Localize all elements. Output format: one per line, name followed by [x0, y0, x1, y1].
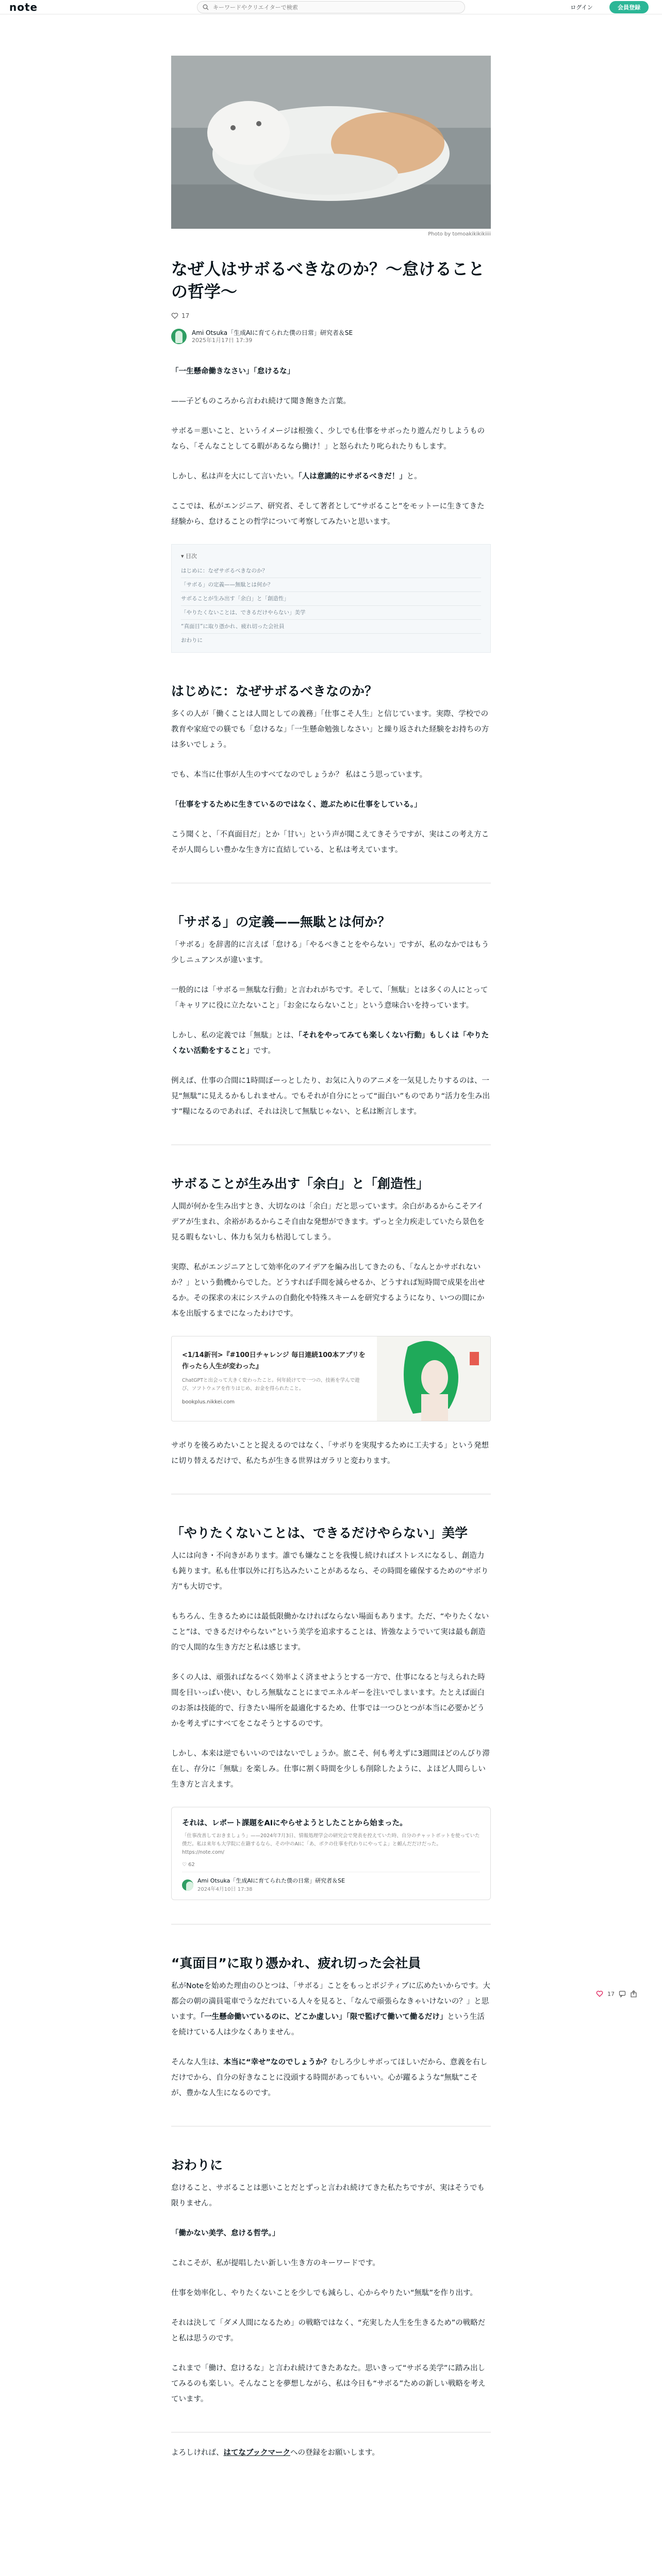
section-divider: [171, 1924, 491, 1925]
section-divider: [171, 883, 491, 884]
paragraph: サボりを後ろめたいことと捉えるのではなく、「サボりを実現するために工夫する」という発想に切り替えるだけで、私たちが生きる世界はガラリと変わります。: [171, 1442, 489, 1465]
top-header: [0, 0, 662, 14]
paragraph: 私がNoteを始めた理由のひとつは、「サボる」ことをもっとポジティブに広めたいからです。大都会の朝の満員電車でうなだれている人々を見ると、「なんで頑張らなきゃいけないの？」と思います。「一生懸命働いているのに、どこか虚しい」「限で監げて働いて働るだけ」という生活を続けている人は少なくありません。: [171, 1982, 490, 2037]
paragraph: 一般的には「サボる＝無駄な行動」と言われがちです。そして、「無駄」とは多くの人にとって「キャリアに役に立たないこと」「お金にならないこと」という意味合いを持っています。: [171, 986, 488, 1010]
section-heading: “真面目”に取り憑かれ、疲れ切った会社員: [171, 1956, 421, 1971]
embedded-author-avatar: [182, 1879, 193, 1891]
paragraph: 「働かない美学、怠ける哲学。」: [171, 2229, 280, 2238]
book-cover-image: [377, 1336, 490, 1421]
table-of-contents: [171, 544, 491, 653]
note-logo[interactable]: note: [9, 1, 38, 13]
paragraph: 「仕事をするために生きているのではなく、遊ぶために仕事をしている。」: [171, 801, 422, 809]
embedded-excerpt: 「仕事改善しておきましょう」——2024年7月3日、情報処理学会の研究会で発表を控えていた時、自分のチャットボットを使っていた僕だ。私は来年も大学院に在籍するなら、その中のAIに「あ、ボクの仕事を代わりにやってよ」と頼んだだけだった。https://note.com/: [182, 1833, 480, 1855]
toc-item[interactable]: 「サボる」の定義——無駄とは何か？: [181, 578, 481, 592]
section-divider: [171, 2126, 491, 2127]
paragraph: そんな人生は、本当に“幸せ”なのでしょうか？むしろ少しサボってほしいだから、意義を右しだけでから、自分の好きなことに没頭する時間があってもいい。心が躍るような“無駄”こそが、豊かな人生になるのです。: [171, 2058, 488, 2097]
paragraph: 多くの人は、頑張ればなるべく効率よく済ませようとする一方で、仕事になると与えられた時間を目いっぱい使い、むしろ無駄なことにまでエネルギーを注いでしまいます。たとえば面白のお茶は技能的で、行きたい場所を最適化するため、仕事では一つひとつが本当に必要かどうかを考えずにすべてをこなそうとするのです。: [171, 1673, 485, 1728]
paragraph: こう聞くと、「不真面目だ」とか「甘い」という声が聞こえてきそうですが、実はこの考え方こそが人間らしい豊かな生き方に直結している、と私は考えています。: [171, 831, 489, 854]
embedded-title[interactable]: それは、レポート課題をAIにやらせようとしたことから始まった。: [182, 1819, 407, 1827]
article-title: なぜ人はサボるべきなのか？〜怠けることの哲学〜: [171, 259, 485, 301]
article-column: [171, 258, 491, 2475]
heart-icon[interactable]: [596, 1990, 603, 1997]
card-title[interactable]: <1/14新刊>『#100日チャレンジ 毎日連続100本アプリを作ったら人生が変わった』: [182, 1351, 366, 1370]
heart-icon[interactable]: [171, 312, 178, 319]
toc-item[interactable]: 「やりたくないことは、できるだけやらない」美学: [181, 606, 481, 620]
like-row: [171, 310, 491, 321]
paragraph: それは決して「ダメ人間になるため」の戦略ではなく、“充実した人生を生きるため”の戦略だと私は思うのです。: [171, 2319, 486, 2343]
embedded-author[interactable]: Ami Otsuka「生成AIに育てられた僕の日常」研究者＆SE: [197, 1877, 345, 1884]
paragraph: しかし、私の定義では「無駄」とは、「それをやってみても楽しくない行動」もしくは「やりたくない活動をすること」です。: [171, 1031, 489, 1055]
author-avatar[interactable]: [171, 329, 187, 344]
signup-button[interactable]: 会員登録: [609, 1, 649, 13]
embedded-note-card[interactable]: [171, 1807, 491, 1900]
embedded-likes: ♡ 62: [182, 1862, 195, 1868]
paragraph: これまで「働け、怠けるな」と言われ続けてきたあなた。思いきって“サボる美学”に踏み出してみるのも楽しい。そんなことを夢想しながら、私は今日も“サボる”ための新しい戦略を考えています。: [171, 2364, 486, 2403]
toc-title[interactable]: ▾ 目次: [181, 553, 197, 560]
section-divider: [171, 1494, 491, 1495]
photo-credit: Photo by tomoakikikikiiii: [428, 231, 491, 237]
intro-quote: 「一生懸命働きなさい」「怠けるな」: [171, 367, 295, 376]
author-block[interactable]: [171, 329, 491, 344]
hatena-bookmark-link[interactable]: はてなブックマーク: [223, 2449, 290, 2457]
section-heading: おわりに: [171, 2158, 223, 2173]
paragraph: 「サボる」を辞書的に言えば「怠ける」「やるべきことをやらない」ですが、私のなかではもう少しニュアンスが違います。: [171, 941, 489, 964]
floating-like-count: 17: [607, 1990, 615, 1997]
section-divider: [171, 1144, 491, 1145]
hero-image: [171, 56, 491, 229]
paragraph: 仕事を効率化し、やりたくないことを少しでも減らし、心からやりたい“無駄”を作り出す。: [171, 2289, 477, 2297]
paragraph: よろしければ、はてなブックマークへの登録をお願いします。: [171, 2449, 379, 2457]
paragraph: 実際、私がエンジニアとして効率化のアイデアを編み出してきたのも、「なんとかサボれないか？」という動機からでした。どうすれば手間を減らせるか、どうすれば短時間で成果を出せるか。その探求の末にシステムの自動化や特殊スキームを研究するようになり、いつの間にか本を出版するまでになったわけです。: [171, 1263, 485, 1318]
intro-paragraph: サボる＝悪いこと、というイメージは根強く、少しでも仕事をサボったり遊んだりしようものなら、「そんなことしてる暇があるなら働け！」と怒られたり叱られたりもします。: [171, 427, 485, 451]
section-heading: 「サボる」の定義——無駄とは何か？: [171, 914, 391, 929]
paragraph: 怠けること、サボることは悪いことだとずっと言われ続けてきた私たちですが、実はそうでも限りません。: [171, 2184, 485, 2208]
toc-item[interactable]: おわりに: [181, 637, 203, 643]
card-url[interactable]: bookplus.nikkei.com: [182, 1399, 235, 1405]
paragraph: 多くの人が「働くことは人間としての義務」「仕事こそ人生」と信じています。実際、学校での教育や家庭での躾でも「怠けるな」「一生懸命勉強しなさい」と繰り返された経験をお持ちの方は多いでしょう。: [171, 710, 489, 749]
intro-paragraph: ——子どものころから言われ続けて聞き飽きた言葉。: [171, 397, 351, 405]
embedded-date: 2024年4月10日 17:38: [197, 1887, 253, 1892]
share-icon[interactable]: [630, 1990, 637, 1997]
toc-item[interactable]: サボることが生み出す「余白」と「創造性」: [181, 592, 481, 606]
search-box[interactable]: [197, 1, 465, 13]
section-heading: はじめに：なぜサボるべきなのか？: [171, 684, 378, 699]
comment-icon[interactable]: [619, 1990, 626, 1997]
like-count: 17: [181, 312, 190, 319]
section-heading: サボることが生み出す「余白」と「創造性」: [171, 1176, 429, 1191]
login-button[interactable]: ログイン: [564, 1, 599, 13]
author-name[interactable]: Ami Otsuka「生成AIに育てられた僕の日常」研究者＆SE: [192, 329, 353, 336]
publish-date: 2025年1月17日 17:39: [192, 337, 253, 344]
section-divider: [171, 2432, 491, 2433]
paragraph: もちろん、生きるためには最低限働かなければならない場面もあります。ただ、“やりたくないこと”は、できるだけやらない”という美学を追求することは、皆強なようでいて実は最も創造的で人間的な生き方だと私は感じます。: [171, 1613, 489, 1652]
intro-paragraph: ここでは、私がエンジニア、研究者、そして著者として“サボること”をモットーに生きてきた経験から、怠けることの哲学について考察してみたいと思います。: [171, 502, 485, 526]
toc-item[interactable]: “真面目”に取り憑かれ、疲れ切った会社員: [181, 620, 481, 634]
paragraph: これこそが、私が提唱したい新しい生き方のキーワードです。: [171, 2259, 380, 2267]
paragraph: でも、本当に仕事が人生のすべてなのでしょうか？ 私はこう思っています。: [171, 771, 427, 779]
section-heading: 「やりたくないことは、できるだけやらない」美学: [171, 1526, 468, 1540]
paragraph: 人間が何かを生み出すとき、大切なのは「余白」だと思っています。余白があるからこそアイデアが生まれ、余裕があるからこそ自由な発想ができます。ずっと全力疾走していたら景色を見る暇もないし、体力も気力も枯渇してしまう。: [171, 1202, 485, 1242]
intro-paragraph: しかし、私は声を大にして言いたい。「人は意識的にサボるべきだ！」と。: [171, 472, 422, 481]
toc-item[interactable]: はじめに：なぜサボるべきなのか？: [181, 564, 481, 578]
paragraph: 例えば、仕事の合間に1時間ぼーっとしたり、お気に入りのアニメを一気見したりするのは、一見“無駄”に見えるかもしれません。でもそれが自分にとって“面白い”ものであり“活力を生み出す”糧になるのであれば、それは決して無駄じゃない、と私は断言します。: [171, 1077, 490, 1116]
card-description: ChatGPTと出会って大きく変わったこと。何年続けてで一つの、技術を学んで遊び、ソフトウェアを作りはじめ、お金を得られたこと。: [182, 1378, 360, 1392]
search-icon: [203, 4, 209, 10]
book-link-card[interactable]: [171, 1336, 491, 1421]
floating-action-bar: [596, 1990, 637, 1997]
search-input[interactable]: [213, 3, 455, 12]
paragraph: 人には向き・不向きがあります。誰でも嫌なことを我慢し続ければストレスになるし、創造力も鈍ります。私も仕事以外に打ち込みたいことがあるなら、その時間を確保するための“サボり方”も大切です。: [171, 1552, 489, 1591]
paragraph: しかし、本来は逆でもいいのではないでしょうか。旅こそ、何も考えずに3週間ほどのんびり滞在し、存分に「無駄」を楽しみ。仕事に割く時間を少しも削除したように、よほど人間らしい生き方と言えます。: [171, 1750, 490, 1789]
